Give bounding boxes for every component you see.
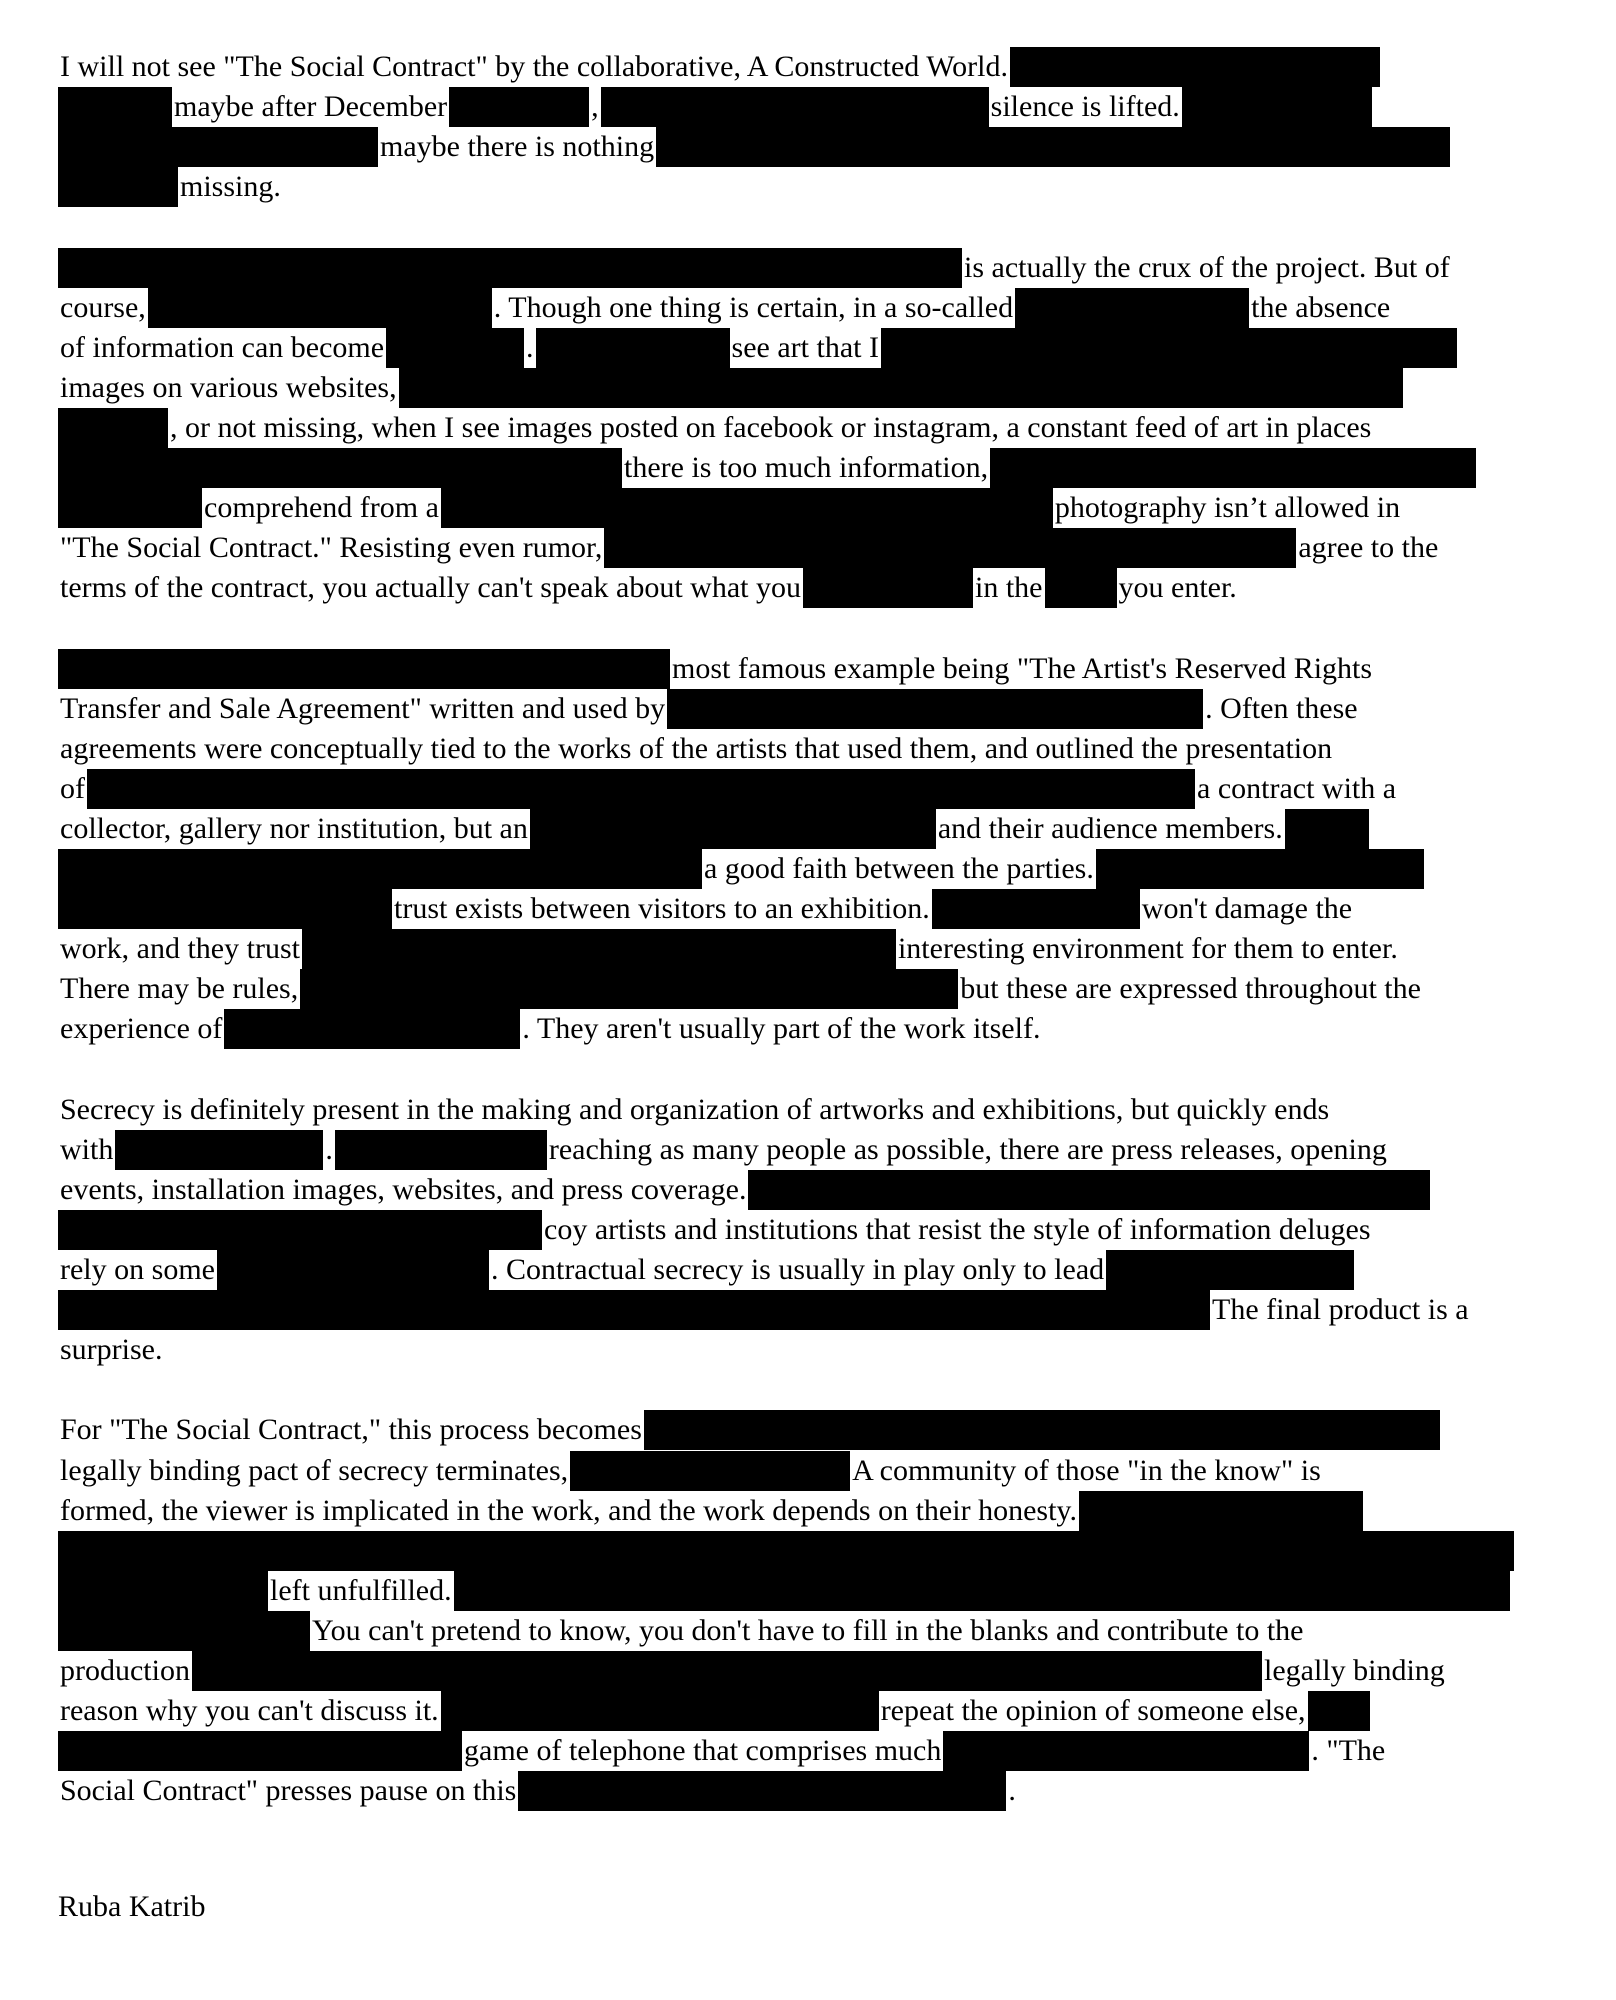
text-segment: silence is lifted. — [990, 90, 1180, 124]
text-segment: maybe there is nothing — [380, 130, 655, 164]
text-segment: formed, the viewer is implicated in the work, and the work depends on their honesty. — [60, 1493, 1077, 1527]
redaction-bar — [990, 448, 1476, 488]
text-segment: and their audience members. — [937, 811, 1283, 845]
text-segment: Social Contract" presses pause on this — [60, 1774, 517, 1808]
redaction-bar — [518, 1771, 1006, 1811]
redaction-bar — [667, 689, 1203, 729]
redaction-bar — [87, 769, 1195, 809]
text-line — [58, 368, 1403, 408]
text-line — [58, 1771, 1018, 1811]
redaction-bar — [58, 87, 172, 127]
text-segment: with — [60, 1132, 114, 1166]
text-line — [58, 1491, 1363, 1531]
text-segment: . "The — [1311, 1734, 1386, 1768]
text-segment: game of telephone that comprises much — [464, 1734, 942, 1768]
text-segment: . They aren't usually part of the work itself. — [522, 1012, 1041, 1046]
text-segment: collector, gallery nor institution, but an — [60, 811, 528, 845]
text-segment: events, installation images, websites, and press coverage. — [60, 1172, 747, 1206]
redaction-bar — [1015, 288, 1249, 328]
text-segment: work, and they trust — [60, 932, 300, 966]
redaction-bar — [58, 248, 962, 288]
text-line — [58, 1250, 1354, 1290]
redaction-bar — [58, 167, 178, 207]
text-line — [58, 488, 1402, 528]
redaction-bar — [58, 889, 392, 929]
text-line — [58, 1410, 1440, 1450]
redaction-bar — [58, 649, 670, 689]
text-segment: images on various websites, — [60, 370, 397, 404]
text-line — [58, 649, 1374, 689]
redaction-bar — [58, 1290, 1210, 1330]
redaction-bar — [58, 1611, 310, 1651]
redaction-bar — [803, 568, 973, 608]
text-segment: won't damage the — [1141, 892, 1353, 926]
text-line — [58, 528, 1440, 568]
text-segment: For "The Social Contract," this process becomes — [60, 1413, 642, 1447]
redaction-bar — [881, 328, 1457, 368]
redaction-bar — [58, 1731, 462, 1771]
redaction-bar — [454, 1571, 1510, 1611]
text-segment: comprehend from a — [204, 491, 439, 525]
text-segment: most famous example being "The Artist's Reserved Rights — [672, 651, 1373, 685]
text-line — [58, 769, 1398, 809]
text-line — [58, 729, 1334, 769]
text-segment: production — [60, 1654, 190, 1687]
text-line — [58, 1611, 1305, 1651]
redaction-bar — [441, 1691, 879, 1731]
redaction-bar — [58, 408, 168, 448]
text-segment: you enter. — [1118, 571, 1237, 605]
redaction-bar — [441, 488, 549, 528]
text-segment: coy artists and institutions that resist the style of information deluges — [544, 1212, 1371, 1246]
text-line — [58, 1210, 1373, 1250]
redaction-bar — [530, 809, 936, 849]
text-segment: course, — [60, 290, 146, 324]
text-segment: maybe after December — [174, 90, 448, 124]
redaction-bar — [656, 127, 1450, 167]
text-line — [58, 889, 1354, 929]
text-segment: . — [325, 1132, 333, 1166]
text-segment: repeat the opinion of someone else, — [880, 1694, 1306, 1728]
redaction-bar — [1096, 849, 1424, 889]
text-line — [58, 127, 1450, 167]
text-segment: . Though one thing is certain, in a so-called — [493, 290, 1014, 324]
redaction-bar — [932, 889, 1140, 929]
text-line — [58, 87, 1372, 127]
text-segment: legally binding — [1263, 1654, 1445, 1687]
text-line — [58, 328, 1457, 368]
redaction-bar — [335, 1130, 547, 1170]
text-line — [58, 568, 1239, 608]
redaction-bar — [644, 1410, 1440, 1450]
redaction-bar — [302, 929, 896, 969]
redaction-bar — [386, 328, 524, 368]
text-segment: photography isn’t allowed in — [1054, 491, 1401, 525]
redaction-bar — [943, 1731, 1309, 1771]
text-segment: is actually the crux of the project. But of — [964, 250, 1450, 284]
text-line — [58, 1731, 1387, 1771]
text-segment: , — [591, 90, 599, 124]
text-segment: legally binding pact of secrecy terminates, — [60, 1453, 569, 1487]
text-line — [58, 1651, 1447, 1691]
text-segment: Secrecy is definitely present in the making and organization of artworks and exhibitions, but quickly ends — [60, 1092, 1330, 1126]
text-segment: There may be rules, — [60, 972, 299, 1006]
redaction-bar — [449, 87, 589, 127]
text-line — [58, 1571, 1510, 1611]
text-segment: reaching as many people as possible, there are press releases, opening — [548, 1132, 1387, 1166]
text-segment: The final product is a — [1212, 1293, 1469, 1327]
redaction-bar — [148, 288, 492, 328]
text-line — [58, 47, 1380, 87]
redaction-bar — [570, 1451, 850, 1491]
text-line — [58, 1531, 1514, 1571]
redaction-bar — [115, 1130, 323, 1170]
redaction-bar — [58, 1571, 268, 1611]
text-segment: "The Social Contract." Resisting even rumor, — [60, 531, 603, 565]
text-line — [58, 1451, 1323, 1491]
text-line — [58, 1170, 1430, 1210]
redaction-bar — [192, 1651, 1262, 1691]
text-segment: . — [526, 330, 534, 364]
text-segment: trust exists between visitors to an exhibition. — [394, 892, 930, 926]
redaction-bar — [399, 368, 1403, 408]
redaction-bar — [604, 528, 1296, 568]
redaction-bar — [1106, 1250, 1354, 1290]
text-segment: in the — [975, 571, 1043, 605]
redaction-bar — [58, 1210, 542, 1250]
text-segment: of — [60, 771, 85, 805]
text-line — [58, 849, 1424, 889]
redaction-bar — [300, 969, 958, 1009]
redaction-bar — [1079, 1491, 1363, 1531]
text-line — [58, 448, 1476, 488]
redaction-bar — [58, 849, 702, 889]
redaction-bar — [549, 488, 1053, 528]
text-line — [58, 1009, 1042, 1049]
text-segment: the absence — [1251, 290, 1391, 324]
text-segment: a contract with a — [1197, 771, 1397, 805]
text-segment: agree to the — [1298, 531, 1439, 565]
redaction-bar — [1045, 568, 1117, 608]
text-segment: a good faith between the parties. — [704, 852, 1094, 885]
text-segment: . Contractual secrecy is usually in play only to lead — [490, 1253, 1105, 1286]
text-line — [58, 1691, 1370, 1731]
text-segment: , or not missing, when I see images posted on facebook or instagram, a constant feed of art in places — [170, 410, 1372, 444]
redaction-bar — [58, 488, 202, 528]
text-line — [58, 929, 1400, 969]
text-segment: interesting environment for them to enter. — [897, 932, 1398, 966]
redaction-bar — [224, 1009, 520, 1049]
text-line — [58, 1130, 1389, 1170]
text-line — [58, 167, 283, 207]
redaction-bar — [1308, 1691, 1370, 1731]
redaction-bar — [1015, 47, 1380, 87]
text-line — [58, 809, 1369, 849]
redaction-bar — [1285, 809, 1369, 849]
text-segment: but these are expressed throughout the — [960, 972, 1421, 1006]
redaction-bar — [58, 448, 622, 488]
text-segment: I will not see "The Social Contract" by the collaborative, A Constructed World. — [60, 50, 1008, 83]
text-segment: experience of — [60, 1012, 223, 1046]
author-signature: Ruba Katrib — [58, 1890, 206, 1923]
text-segment: . — [1008, 1774, 1016, 1808]
text-line — [58, 969, 1423, 1009]
text-segment: You can't pretend to know, you don't have to fill in the blanks and contribute to the — [312, 1613, 1304, 1647]
text-segment: there is too much information, — [624, 451, 989, 484]
text-line — [58, 1090, 1331, 1130]
text-line — [58, 248, 1452, 288]
redaction-bar — [748, 1170, 1430, 1210]
text-segment: left unfulfilled. — [270, 1573, 452, 1607]
text-segment: see art that I — [731, 330, 879, 364]
redaction-bar — [217, 1250, 489, 1290]
text-segment: of information can become — [60, 330, 385, 364]
text-segment: rely on some — [60, 1253, 215, 1286]
text-line — [58, 1330, 164, 1370]
redaction-bar — [1182, 87, 1372, 127]
text-segment: surprise. — [60, 1333, 163, 1367]
text-segment: missing. — [180, 170, 281, 204]
text-segment: agreements were conceptually tied to the works of the artists that used them, and outlined the presentation — [60, 731, 1333, 765]
redaction-bar — [536, 328, 730, 368]
text-segment: . Often these — [1205, 691, 1358, 725]
text-segment: A community of those "in the know" is — [852, 1453, 1321, 1487]
text-line — [58, 288, 1392, 328]
redaction-bar — [58, 1531, 1514, 1571]
redaction-bar — [58, 127, 378, 167]
redaction-bar — [601, 87, 989, 127]
text-segment: terms of the contract, you actually can't speak about what you — [60, 571, 801, 605]
text-line — [58, 689, 1360, 729]
text-segment: reason why you can't discuss it. — [60, 1694, 439, 1728]
text-line — [58, 408, 1373, 448]
text-segment: Transfer and Sale Agreement" written and used by — [60, 691, 666, 725]
text-line — [58, 1290, 1471, 1330]
